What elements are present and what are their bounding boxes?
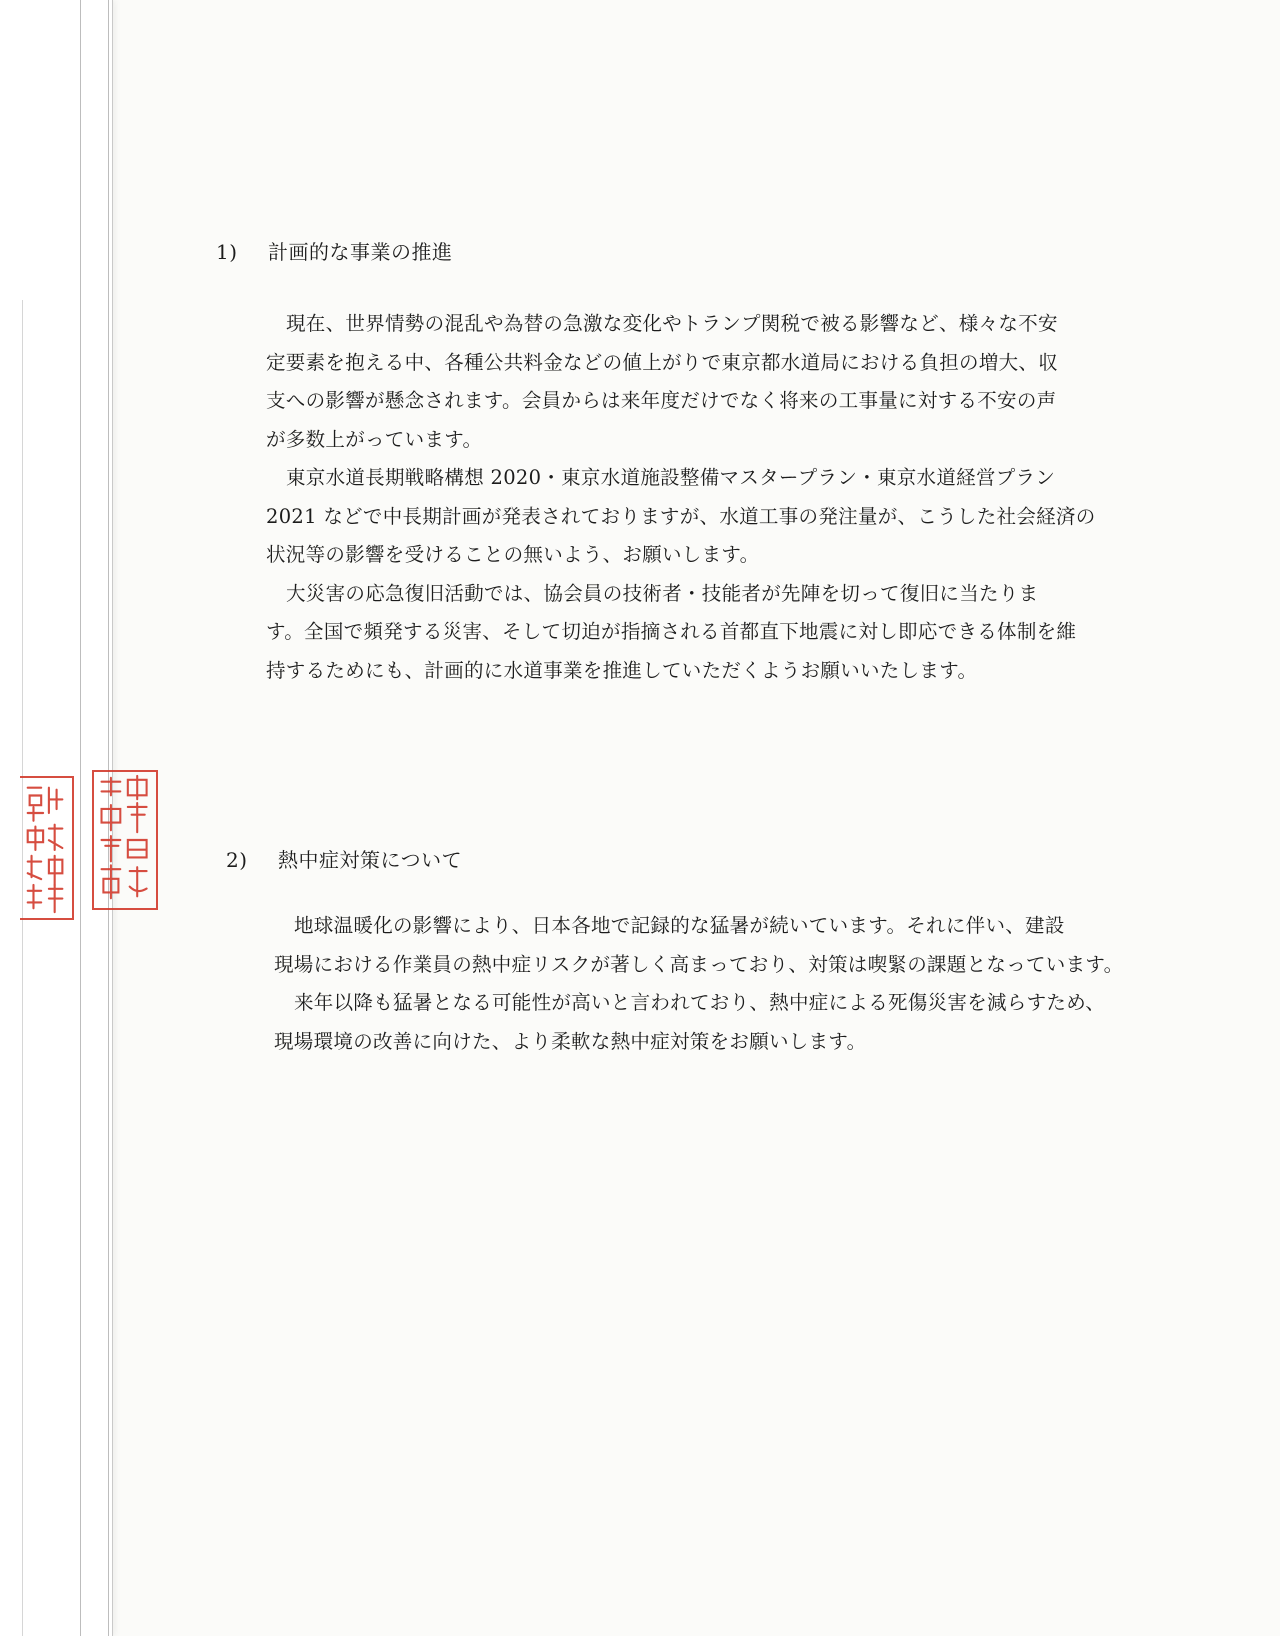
section-number: 2) [226,848,248,872]
paragraph-line: 2021 などで中長期計画が発表されておりますが、水道工事の発注量が、こうした社会経済の [266,504,1096,528]
paragraph-line: す。全国で頻発する災害、そして切迫が指摘される首都直下地震に対し即応できる体制を維 [266,620,1077,643]
paragraph-line: が多数上がっています。 [266,427,483,451]
paragraph-line: 状況等の影響を受けることの無いよう、お願いします。 [266,543,760,566]
section-heading-2 [226,844,462,873]
paragraph-line: 支への影響が懸念されます。会員からは来年度だけでなく将来の工事量に対する不安の声 [266,389,1057,412]
paragraph-line: 来年以降も猛暑となる可能性が高いと言われており、熱中症による死傷災害を減らすため、 [294,991,1106,1014]
paragraph-line: 持するためにも、計画的に水道事業を推進していただくようお願いいたします。 [266,658,978,682]
section-body-1 [266,305,1106,690]
paragraph-line: 東京水道長期戦略構想 2020・東京水道施設整備マスタープラン・東京水道経営プラン [286,466,1056,489]
paragraph-line: 定要素を抱える中、各種公共料金などの値上がりで東京都水道局における負担の増大、収 [266,350,1059,374]
paragraph-line: 現場における作業員の熱中症リスクが著しく高まっており、対策は喫緊の課題となっています。 [274,952,1124,976]
section-title: 計画的な事業の推進 [268,240,453,264]
section-heading-1 [216,236,453,265]
section-body-2 [274,907,1154,1061]
paragraph-line: 現在、世界情勢の混乱や為替の急激な変化やトランプ関税で被る影響など、様々な不安 [286,312,1058,335]
paragraph-line: 大災害の応急復旧活動では、協会員の技術者・技能者が先陣を切って復旧に当たりま [286,581,1039,605]
section-title: 熱中症対策について [278,848,463,872]
paragraph-line: 地球温暖化の影響により、日本各地で記録的な猛暑が続いています。それに伴い、建設 [294,914,1065,937]
paragraph-line: 現場環境の改善に向けた、より柔軟な熱中症対策をお願いします。 [274,1029,867,1053]
section-number: 1) [216,240,238,264]
